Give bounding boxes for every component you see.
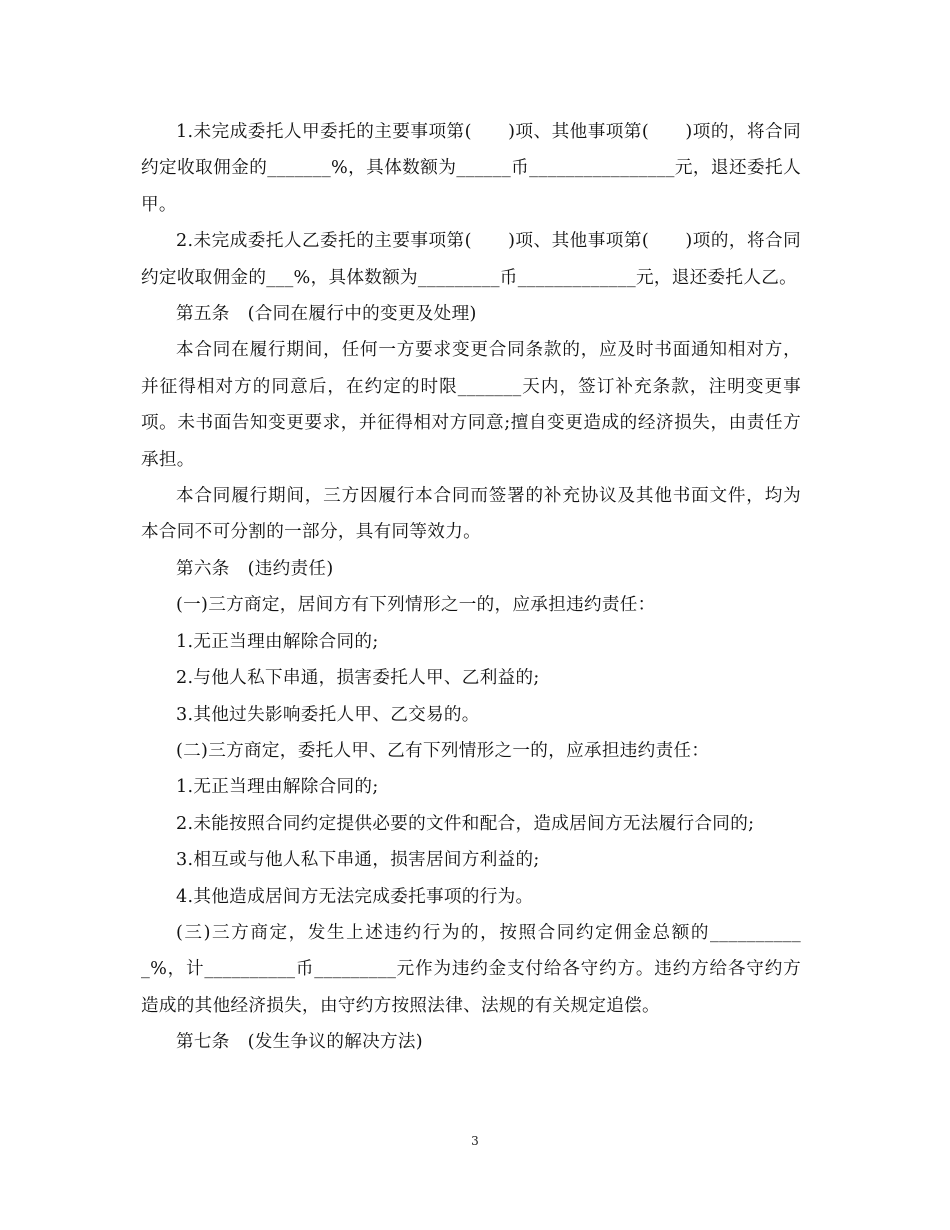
list-item: 4.其他造成居间方无法完成委托事项的行为。 bbox=[176, 886, 534, 907]
list-item: 2.未能按照合同约定提供必要的文件和配合，造成居间方无法履行合同的; bbox=[176, 813, 755, 834]
document-body bbox=[141, 114, 801, 1061]
article-5-heading: 第五条 (合同在履行中的变更及处理) bbox=[176, 304, 477, 325]
list-item: 3.相互或与他人私下串通，损害居间方利益的; bbox=[176, 850, 540, 871]
paragraph-penalty: (三)三方商定，发生上述违约行为的，按照合同约定佣金总额的___________%，计__________币_________元作为违约金支付给各守约方。违约方给各守约方造成的其他经济损失，由守约方按照法律、法规的有关规定追偿。 bbox=[141, 922, 801, 1016]
list-item: 1.无正当理由解除合同的; bbox=[176, 777, 379, 798]
list-item: 3.其他过失影响委托人甲、乙交易的。 bbox=[176, 704, 480, 725]
paragraph-contract-change: 本合同在履行期间，任何一方要求变更合同条款的，应及时书面通知相对方，并征得相对方的同意后，在约定的时限_______天内，签订补充条款，注明变更事项。未书面告知变更要求，并征得相对方同意;擅自变更造成的经济损失，由责任方承担。 bbox=[141, 340, 801, 470]
paragraph-refund-client-a: 1.未完成委托人甲委托的主要事项第( )项、其他事项第( )项的，将合同约定收取佣金的_______%，具体数额为______币________________元，退还委托人甲。 bbox=[141, 122, 801, 215]
paragraph-supplementary-docs: 本合同履行期间，三方因履行本合同而签署的补充协议及其他书面文件，均为本合同不可分割的一部分，具有同等效力。 bbox=[141, 486, 801, 543]
article-6-heading: 第六条 (违约责任) bbox=[176, 558, 334, 579]
article-7-heading: 第七条 (发生争议的解决方法) bbox=[176, 1032, 423, 1053]
paragraph-client-liability: (二)三方商定，委托人甲、乙有下列情形之一的，应承担违约责任： bbox=[176, 740, 710, 761]
list-item: 2.与他人私下串通，损害委托人甲、乙利益的; bbox=[176, 668, 540, 689]
list-item: 1.无正当理由解除合同的; bbox=[176, 631, 379, 652]
paragraph-intermediary-liability: (一)三方商定，居间方有下列情形之一的，应承担违约责任： bbox=[176, 595, 656, 616]
paragraph-refund-client-b: 2.未完成委托人乙委托的主要事项第( )项、其他事项第( )项的，将合同约定收取佣金的___%，具体数额为_________币_____________元，退还委托人乙。 bbox=[141, 231, 801, 288]
page-number: 3 bbox=[471, 1134, 479, 1148]
